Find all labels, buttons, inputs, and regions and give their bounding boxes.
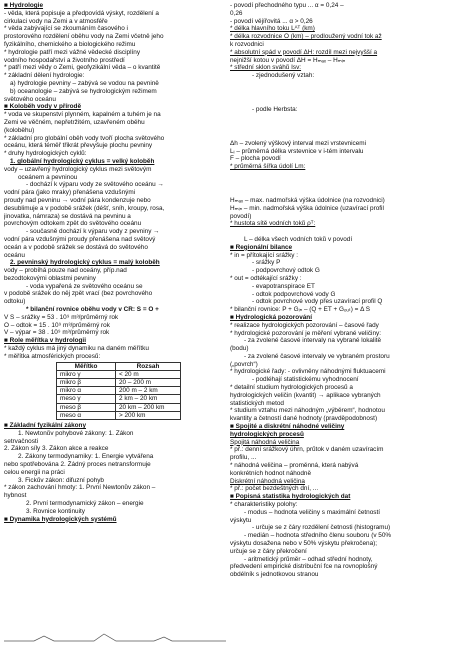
text-line: cirkulaci vody na Zemi a v atmosféře <box>4 17 108 25</box>
right-section-b <box>230 106 451 114</box>
left-section-a <box>4 2 226 361</box>
text-line: - podpovrchový odtok G <box>252 267 320 275</box>
text-line: 2. Zákony termodynamiky: 1. Energie vytvářena <box>18 453 154 461</box>
scale-cell: 20 km – 200 km <box>116 403 181 411</box>
text-line: světového oceánu <box>4 95 56 103</box>
text-line: Δh – zvolený výškový interval mezi vrstevnicemi <box>230 139 367 147</box>
text-line: ■ Spojité a diskrétní náhodné veličiny <box>230 423 345 431</box>
scale-cell: < 20 m <box>116 370 181 378</box>
text-line: L – délka všech vodních toků v povodí <box>244 235 353 243</box>
text-line: hydrologických procesů <box>230 430 304 438</box>
text-line: * bilanční rovnice: P + Gᵢₙ – (Q + ET + Gₒᵤₜ) = Δ S <box>230 306 371 314</box>
text-line: prostorového rozdělení oběhu vody na Zemi včetně jeho <box>4 33 164 41</box>
scale-cell: mikro γ <box>57 370 116 378</box>
text-line: Hₘₐₓ – max. nadmořská výška údolnice (na rozvodnici) <box>230 196 385 204</box>
text-line: ■ Základní fyzikální zákony <box>4 422 86 430</box>
text-line: V – výpar = 38 . 10⁹ m³/průměrný rok <box>4 329 110 337</box>
hydrograph-sketch <box>4 630 226 644</box>
scale-cell: 20 – 200 m <box>116 379 181 387</box>
scale-row <box>57 403 181 411</box>
text-line: * věda zabývající se zkoumáním časového i <box>4 25 128 33</box>
text-line: obdélník s jednotkovou stranou <box>230 571 319 579</box>
text-line: - za zvolené časové intervaly ve vybraném prostoru <box>244 352 390 360</box>
text-line: ■ Regionální bilance <box>230 243 293 251</box>
formula-space-3 <box>230 171 451 197</box>
text-line: Lᵢ – průměrná délka vrstevnice v i-tém intervalu <box>230 147 364 155</box>
text-line: určuje se z čáry překročení <box>230 547 307 555</box>
text-line: 3. Rovnice kontinuity <box>26 507 85 515</box>
scale-table-body <box>57 370 181 419</box>
text-line: kvantity a četností dané hodnoty (pravděpodobnost) <box>230 415 378 423</box>
scale-header-cell: Měřítko <box>57 362 116 370</box>
scale-row <box>57 387 181 395</box>
right-section-d <box>230 197 451 228</box>
text-line: * základní dělení hydrologie: <box>4 72 85 80</box>
scale-row <box>57 370 181 378</box>
text-line: jinovatka, námraza) se dostává na pevninu a <box>4 212 131 220</box>
text-line: - srážky P <box>252 259 281 267</box>
text-line: nebo spotřebována 2. Žádný proces netransformuje <box>4 461 151 469</box>
text-line: O – odtok = 15 . 10⁹ m³/průměrný rok <box>4 321 110 329</box>
text-line: - současně dochází k výparu vody z pevniny → <box>26 228 160 236</box>
text-line: bezodtokovými oblastmi pevniny <box>4 274 96 282</box>
text-line: * out = odtékající srážky : <box>230 274 302 282</box>
text-line: vodní pára (jako mraky) přenášena vzdušnými <box>4 189 136 197</box>
left-section-b <box>4 422 226 523</box>
text-line: v podobě srážek do něj zpět vrací (bez povrchového <box>4 290 153 298</box>
text-line: proudy nad pevninu → vodní pára kondenzuje nebo <box>4 196 151 204</box>
text-line: * hustota sítě vodních toků ρᵀ: <box>230 220 316 228</box>
formula-space-2 <box>230 114 451 140</box>
text-line: * druhy hydrologických cyklů: <box>4 150 87 158</box>
text-line: * studium vztahu mezi náhodným „výběrem“, hodnotou <box>230 407 385 415</box>
scale-cell: meso β <box>57 403 116 411</box>
text-line: povrchovým odtokem zpět do světového oceánu <box>4 220 142 228</box>
text-line: * voda ve skupenství plynném, kapalném a tuhém je na <box>4 111 161 119</box>
scale-cell: 2 km – 20 km <box>116 395 181 403</box>
scale-table-header <box>57 362 181 370</box>
text-line: oceánem a pevninou <box>18 173 78 181</box>
text-line: * absolutní spád v povodí ΔH: rozdíl mezi nejvyšší a <box>230 48 378 56</box>
text-line: * detailní studium hydrologických procesů a <box>230 384 353 392</box>
text-line: ■ Dynamika hydrologických systémů <box>4 515 117 523</box>
text-line: Zemi ve věčném, nepřetržitém, uzavřeném oběhu <box>4 118 145 126</box>
text-line: - povodí vějířovitá ... α > 0,26 <box>230 17 313 25</box>
text-line: 2. pevninský hydrologický cyklus = malý koloběh <box>10 259 160 267</box>
text-line: výskytu dosažena nebo v 50% výskytu překročena); <box>230 540 378 548</box>
right-section-a <box>230 2 451 80</box>
text-line: b) oceanologie – zabývá se hydrologickým režimem <box>10 87 157 95</box>
text-line: vody – uzavřený hydrologický cyklus mezi světovým <box>4 165 152 173</box>
scale-row <box>57 379 181 387</box>
text-line: - odtok povrchové vody přes uzavírací profil Q <box>252 298 383 306</box>
text-line: - aritmetický průměr – odhad střední hodnoty, <box>244 555 373 563</box>
text-line: 3. Fickův zákon: difuzní pohyb <box>18 476 104 484</box>
text-line: profilu, ... <box>230 454 257 462</box>
text-line: a) hydrologie pevniny – zabývá se vodou na pevnině <box>10 79 159 87</box>
text-line: oceánu, která téměř třikrát převyšuje plochu pevniny <box>4 142 153 150</box>
text-line: * délka hlavního toku Lᴬᵀ (km) <box>230 25 315 33</box>
text-line: V S – srážky = 53 . 10⁹ m³/průměrný rok <box>4 313 119 321</box>
text-line: setrvačnosti <box>4 437 39 445</box>
text-line: * náhodná veličina – proměnná, která nabývá <box>230 462 359 470</box>
text-line: Diskrétní náhodná veličina <box>230 477 305 485</box>
text-line: výskytu <box>230 516 252 524</box>
scale-cell: meso α <box>57 411 116 419</box>
text-line: Hₘᵢₙ – min. nadmořská výška údolnice (uzavírací profil <box>230 204 384 212</box>
text-line: statistických metod <box>230 399 284 407</box>
text-line: vodní pára vzdušnými proudy přenášena nad světový <box>4 235 156 243</box>
sketch-line <box>4 634 226 641</box>
text-line: k rozvodnici <box>230 40 264 48</box>
text-line: ■ Hydrologická pozorování <box>230 313 312 321</box>
text-line: - evapotranspirace ET <box>252 282 315 290</box>
formula-space-1 <box>230 80 451 106</box>
text-line: („povrch“) <box>230 360 258 368</box>
scale-cell: mikro β <box>57 379 116 387</box>
text-line: * hydrologické řady: - ovlivněny náhodnými fluktuacemi <box>230 368 386 376</box>
text-line: vodního hospodařství a životního prostředí <box>4 56 125 64</box>
text-line: - podléhají statistickému vyhodnocení <box>252 376 359 384</box>
text-line: * základní pro globální oběh vody tvoří plocha světového <box>4 134 165 142</box>
text-line: Spojitá náhodná veličina <box>230 438 300 446</box>
text-line: celou energii na práci <box>4 468 65 476</box>
text-line: vody – probíhá pouze nad oceány, příp.nad <box>4 267 127 275</box>
text-line: oceánu <box>4 251 25 259</box>
text-line: (koloběhu) <box>4 126 35 134</box>
text-line: * hydrologické pozorování je měření vybrané veličiny: <box>230 329 381 337</box>
scale-row <box>57 395 181 403</box>
scale-cell: mikro α <box>57 387 116 395</box>
text-line: - povodí přechodného typu ... α = 0,24 – <box>230 2 344 9</box>
text-line: * realizace hydrologických pozorování – časové řady <box>230 321 379 329</box>
text-line: hybnost <box>4 492 27 500</box>
text-line: - medián – hodnota středního členu souboru (v 50% <box>244 532 392 540</box>
text-line: * každý cyklus má jiný dynamiku na daném měřítku <box>4 345 149 353</box>
text-line: povodí) <box>230 212 252 220</box>
text-line: * střední sklon sváhů Isv: <box>230 64 302 72</box>
text-line: - odtok podpovrchové vody G <box>252 290 336 298</box>
text-line: (bodu) <box>230 345 249 353</box>
text-line: * hydrologie patří mezi vážné vědecké disciplíny <box>4 48 141 56</box>
text-line: ■ Popisná statistika hydrologických dat <box>230 493 351 501</box>
scale-cell: 200 m – 2 km <box>116 387 181 395</box>
scale-cell: > 200 km <box>116 411 181 419</box>
text-line: F – plocha povodí <box>230 155 281 163</box>
text-line: ■ Hydrologie <box>4 2 44 9</box>
scale-header-cell: Rozsah <box>116 362 181 370</box>
text-line: 1. Newtonův pohybové zákony: 1. Zákon <box>18 429 134 437</box>
text-line: 0,26 <box>230 9 243 17</box>
text-line: * patří mezi vědy o Zemi, geofyzikální věda – o kvantitě <box>4 64 161 72</box>
text-line: - podle Herbsta: <box>252 105 298 113</box>
text-line: * bilanční rovnice oběhu vody v ČR: S = O + <box>26 306 159 314</box>
atmospheric-scale-table <box>56 362 181 420</box>
text-line: odtoku) <box>4 298 26 306</box>
text-line: 2. První termodynamický zákon – energie <box>26 500 144 508</box>
text-line: * délka rozvodnice O (km) – prodloužený vodní tok až <box>230 33 382 41</box>
right-section-c <box>230 140 451 171</box>
right-column <box>230 2 451 579</box>
text-line: - voda vypařená ze světového oceánu se <box>26 282 143 290</box>
text-line: * př.: počet bezdeštných dní, ... <box>230 485 319 493</box>
left-column <box>4 2 226 523</box>
text-line: 2. Zákon síly 3. Zákon akce a reakce <box>4 445 109 453</box>
text-line: - určuje se z čáry rozdělení četnosti (histogramu) <box>252 524 391 532</box>
text-line: - za zvolené časové intervaly na vybrané lokalitě <box>244 337 382 345</box>
text-line: - modus – hodnota veličiny s maximální četností <box>244 508 381 516</box>
text-line: předvedení empirické distribuční fce na rovnoplošný <box>230 563 378 571</box>
text-line: oceán a v podobě srážek se dostává do světového <box>4 243 148 251</box>
text-line: hydrologických veličin (kvantit) → aplikace vybraných <box>230 391 381 399</box>
text-line: * průměrná šířka údolí Lm: <box>230 163 306 171</box>
text-line: ■ Koloběh vody v přírodě <box>4 103 82 111</box>
text-line: 1. globální hydrologický cyklus = velký koloběh <box>10 157 155 165</box>
text-line: * př.: denní srážkový úhrn, průtok v daném uzavíracím <box>230 446 384 454</box>
text-line: * zákon zachování hmoty: 1. První Newtonův zákon – <box>4 484 156 492</box>
right-section-e <box>230 236 451 579</box>
text-line: desublimuje a v podobě srážek (déšť, sníh, kroupy, rosa, <box>4 204 165 212</box>
text-line: * in = přítokající srážky : <box>230 251 299 259</box>
text-line: - dochází k výparu vody ze světového oceánu → <box>26 181 164 189</box>
formula-space-4 <box>230 228 451 236</box>
text-line: nejnižší kotou v povodí ΔH = Hₘₐₓ – Hₘᵢₙ <box>230 56 346 64</box>
text-line: * měřítka atmosférických procesů: <box>4 352 101 360</box>
scale-cell: meso γ <box>57 395 116 403</box>
text-line: * charakteristiky polohy: <box>230 501 298 509</box>
text-line: konkrétních hodnot náhodně <box>230 469 312 477</box>
text-line: - věda, která popisuje a předpovídá výskyt, rozdělení a <box>4 9 159 17</box>
text-line: - zjednodušený vztah: <box>252 72 315 80</box>
scale-row <box>57 411 181 419</box>
text-line: fyzikálního, chemického a biologického režimu <box>4 40 136 48</box>
text-line: ■ Role měřítka v hydrologii <box>4 337 86 345</box>
